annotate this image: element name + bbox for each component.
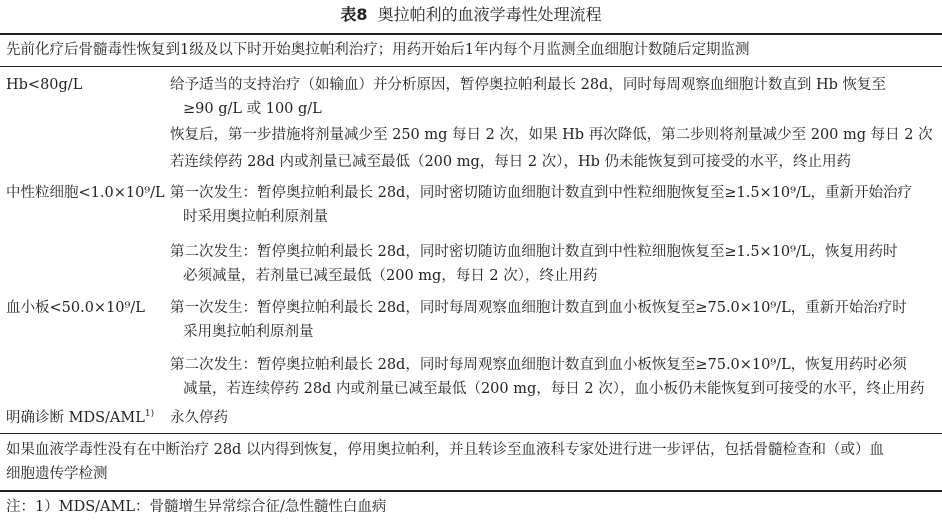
row-neutrophil-line-3: 第二次发生：暂停奥拉帕利最长 28d，同时密切随访血细胞计数直到中性粒细胞恢复至≥1.5×10⁹/L，恢复用药时 (170, 244, 898, 260)
row-label-mds-aml-text: 明确诊断 MDS/AML (6, 410, 145, 426)
row-hb-line-1: 给予适当的支持治疗（如输血）并分析原因，暂停奥拉帕利最长 28d，同时每周观察血细胞计数直到 Hb 恢复至 (170, 77, 886, 93)
footer-line-1: 如果血液学毒性没有在中断治疗 28d 以内得到恢复，停用奥拉帕利，并且转诊至血液科专家处进行进一步评估，包括骨髓检查和（或）血 (6, 442, 884, 458)
row-label-neutrophil: 中性粒细胞<1.0×10⁹/L (6, 185, 165, 201)
row-platelet-line-3: 第二次发生：暂停奥拉帕利最长 28d，同时每周观察血细胞计数直到血小板恢复至≥75.0×10⁹/L，恢复用药时必须 (170, 357, 907, 373)
intro-text: 先前化疗后骨髓毒性恢复到1级及以下时开始奥拉帕利治疗；用药开始后1年内每个月监测全血细胞计数随后定期监测 (6, 42, 750, 58)
row-label-hb: Hb<80g/L (6, 77, 83, 93)
intro-rule (0, 66, 942, 67)
bottom-rule (0, 490, 942, 492)
row-label-platelet: 血小板<50.0×10⁹/L (6, 300, 145, 316)
row-neutrophil-line-2: 时采用奥拉帕利原剂量 (183, 209, 328, 225)
top-rule (0, 33, 942, 35)
table-caption (0, 4, 942, 26)
footnote-marker: 1) (144, 409, 155, 420)
table-title: 奥拉帕利的血液学毒性处理流程 (377, 5, 602, 24)
row-neutrophil-line-4: 必须减量，若剂量已减至最低（200 mg，每日 2 次），终止用药 (183, 268, 598, 284)
table-note: 注：1）MDS/AML：骨髓增生异常综合征/急性髓性白血病 (6, 499, 387, 515)
row-hb-line-2: ≥90 g/L 或 100 g/L (183, 101, 322, 117)
row-platelet-line-4: 减量，若连续停药 28d 内或剂量已减至最低（200 mg，每日 2 次），血小板仍未能恢复到可接受的水平，终止用药 (183, 381, 925, 397)
row-hb-line-4: 若连续停药 28d 内或剂量已减至最低（200 mg，每日 2 次），Hb 仍未能恢复到可接受的水平，终止用药 (170, 154, 851, 170)
footer-line-2: 细胞遗传学检测 (6, 466, 108, 482)
row-platelet-line-2: 采用奥拉帕利原剂量 (183, 324, 314, 340)
row-label-mds-aml (6, 408, 154, 428)
row-hb-line-3: 恢复后，第一步措施将剂量减少至 250 mg 每日 2 次，如果 Hb 再次降低，第二步则将剂量减少至 200 mg 每日 2 次 (170, 127, 933, 143)
table-number: 表8 (340, 5, 368, 24)
row-platelet-line-1: 第一次发生：暂停奥拉帕利最长 28d，同时每周观察血细胞计数直到血小板恢复至≥75.0×10⁹/L，重新开始治疗时 (170, 300, 907, 316)
footer-rule (0, 433, 942, 434)
row-mds-aml-line-1: 永久停药 (170, 410, 228, 426)
row-neutrophil-line-1: 第一次发生：暂停奥拉帕利最长 28d，同时密切随访血细胞计数直到中性粒细胞恢复至≥1.5×10⁹/L，重新开始治疗 (170, 185, 912, 201)
